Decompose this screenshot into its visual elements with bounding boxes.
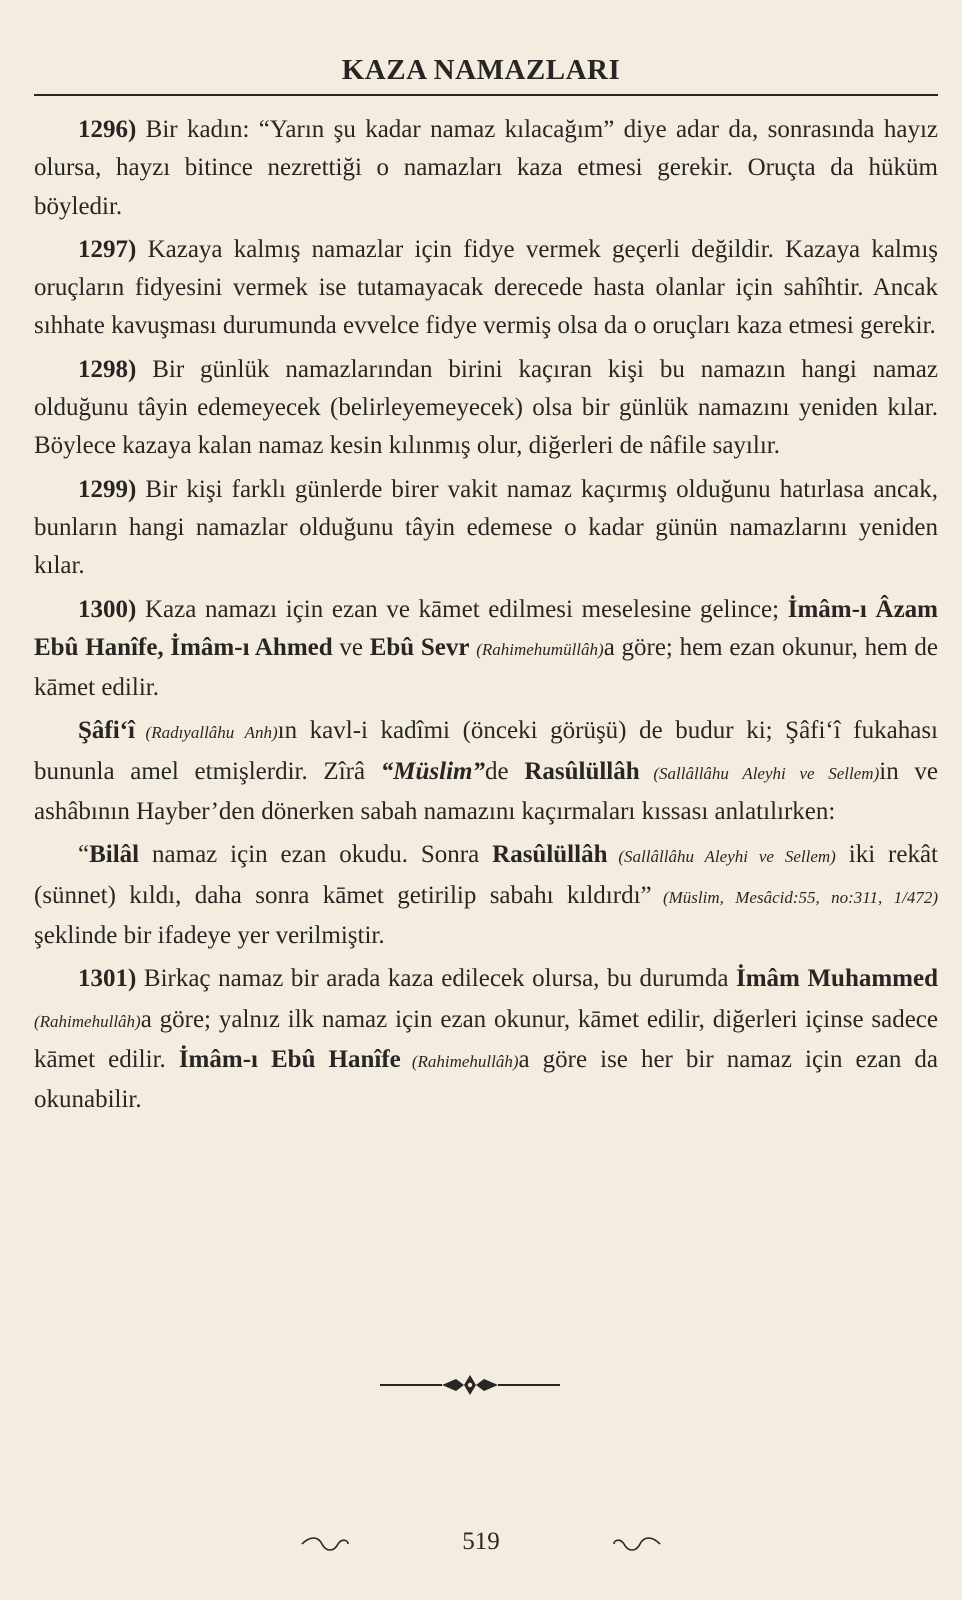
paragraph-1297 [34, 231, 938, 346]
honorific-note: (Rahimehumüllâh) [476, 639, 604, 659]
item-number: 1296) [78, 116, 137, 143]
page-footer [0, 1522, 962, 1562]
paragraph-text: ın kavl-i kadîmi (önceki görüşü) de budur ki; Şâfi‘î fukahası bununla amel etmişlerdir. Zîrâ [34, 717, 938, 785]
prophet-name: Rasûlüllâh [492, 841, 608, 869]
paragraph-text: in ve ashâbının Hayber’den dönerken sabah namazını kaçırmaları kıssası anlatılırken: [34, 757, 939, 826]
item-number: 1297) [78, 235, 137, 263]
item-number: 1301) [78, 965, 137, 993]
paragraph-1298 [34, 351, 938, 466]
paragraph-shafii [34, 712, 938, 831]
paragraph-1299 [34, 471, 938, 586]
paragraph-text: Bir günlük namazlarından birini kaçıran kişi bu namazın hangi namaz olduğunu tâyin edemeyecek (belirleyemeyecek) olsa bir günlük namazını yeniden kılar. Böylece kazaya kalan namaz kesin kılınmış olur, diğerleri de nâfile sayılır. [34, 355, 938, 460]
paragraph-1301 [34, 960, 938, 1119]
citation-note: (Müslim, Mesâcid:55, no:311, 1/472) [651, 887, 938, 907]
paragraph-quote [34, 836, 938, 955]
item-number: 1300) [78, 595, 137, 623]
honorific-note: (Radıyallâhu Anh) [134, 723, 278, 743]
book-title: “Müslim” [380, 757, 485, 785]
paragraph-text: ve [332, 633, 370, 661]
paragraph-1296 [34, 111, 938, 226]
prophet-name: Rasûlüllâh [524, 757, 640, 785]
scholar-name: Ebû Sevr [369, 633, 470, 661]
paragraph-text: Bir kadın: “Yarın şu kadar namaz kılacağım” diye adar da, sonrasında hayız olursa, hayzı bitince nezrettiği o namazları kaza etmesi gerekir. Oruçta da hüküm böyledir. [34, 116, 938, 220]
paragraph-text: de [485, 757, 525, 785]
item-number: 1298) [78, 355, 137, 383]
paragraph-text: şeklinde bir ifadeye yer verilmiştir. [34, 921, 385, 949]
paragraph-1300 [34, 591, 938, 708]
paragraph-text: a göre ise her bir namaz için ezan da okunabilir. [34, 1045, 938, 1114]
page-number: 519 [462, 1528, 500, 1555]
paragraph-text: Kaza namazı için ezan ve kāmet edilmesi meselesine gelince; [136, 595, 788, 623]
header-rule [34, 94, 938, 96]
companion-name: Bilâl [89, 841, 140, 869]
page-body [34, 111, 938, 1124]
honorific-note: (Sallâllâhu Aleyhi ve Sellem) [639, 763, 880, 783]
scholar-name: İmâm-ı Ebû Hanîfe [178, 1045, 401, 1073]
paragraph-text: a göre; hem ezan okunur, hem de kāmet edilir. [34, 633, 938, 702]
paragraph-text: a göre; yalnız ilk namaz için ezan okunur, kāmet edilir, diğerleri içinse sadece kāmet edilir. [34, 1005, 938, 1073]
ornament-divider-icon [380, 1372, 560, 1398]
paragraph-text: namaz için ezan okudu. Sonra [139, 841, 493, 869]
scholar-name: İmâm Muhammed [736, 965, 938, 993]
paragraph-text: Birkaç namaz bir arada kaza edilecek olursa, bu durumda [136, 965, 736, 993]
paragraph-text: iki rekât (sünnet) kıldı, daha sonra kāmet getirilip sabahı kıldırdı” [34, 841, 939, 909]
scholar-names: İmâm-ı Âzam Ebû Hanîfe, İmâm-ı Ahmed [34, 595, 938, 661]
flourish-right-icon [612, 1534, 662, 1554]
quote-open: “ [78, 841, 90, 869]
honorific-note: (Rahimehullâh) [400, 1051, 519, 1071]
honorific-note: (Sallâllâhu Aleyhi ve Sellem) [607, 847, 836, 867]
item-number: 1299) [78, 475, 137, 503]
paragraph-text: Bir kişi farklı günlerde birer vakit namaz kaçırmış olduğunu hatırlasa ancak, bunların hangi namazlar olduğunu tâyin edemese o kadar günün namazlarını yeniden kılar. [34, 475, 938, 580]
scholar-name: Şâfi‘î [78, 717, 135, 745]
honorific-note: (Rahimehullâh) [34, 1011, 141, 1031]
running-header: KAZA NAMAZLARI [341, 54, 621, 86]
paragraph-text: Kazaya kalmış namazlar için fidye vermek geçerli değildir. Kazaya kalmış oruçların fidyesini vermek ise tutamayacak derecede hasta olanlar için sahîhtir. Ancak sıhhate kavuşması durumunda evvelce fidye vermiş olsa da o oruçları kaza etmesi gerekir. [34, 235, 938, 340]
